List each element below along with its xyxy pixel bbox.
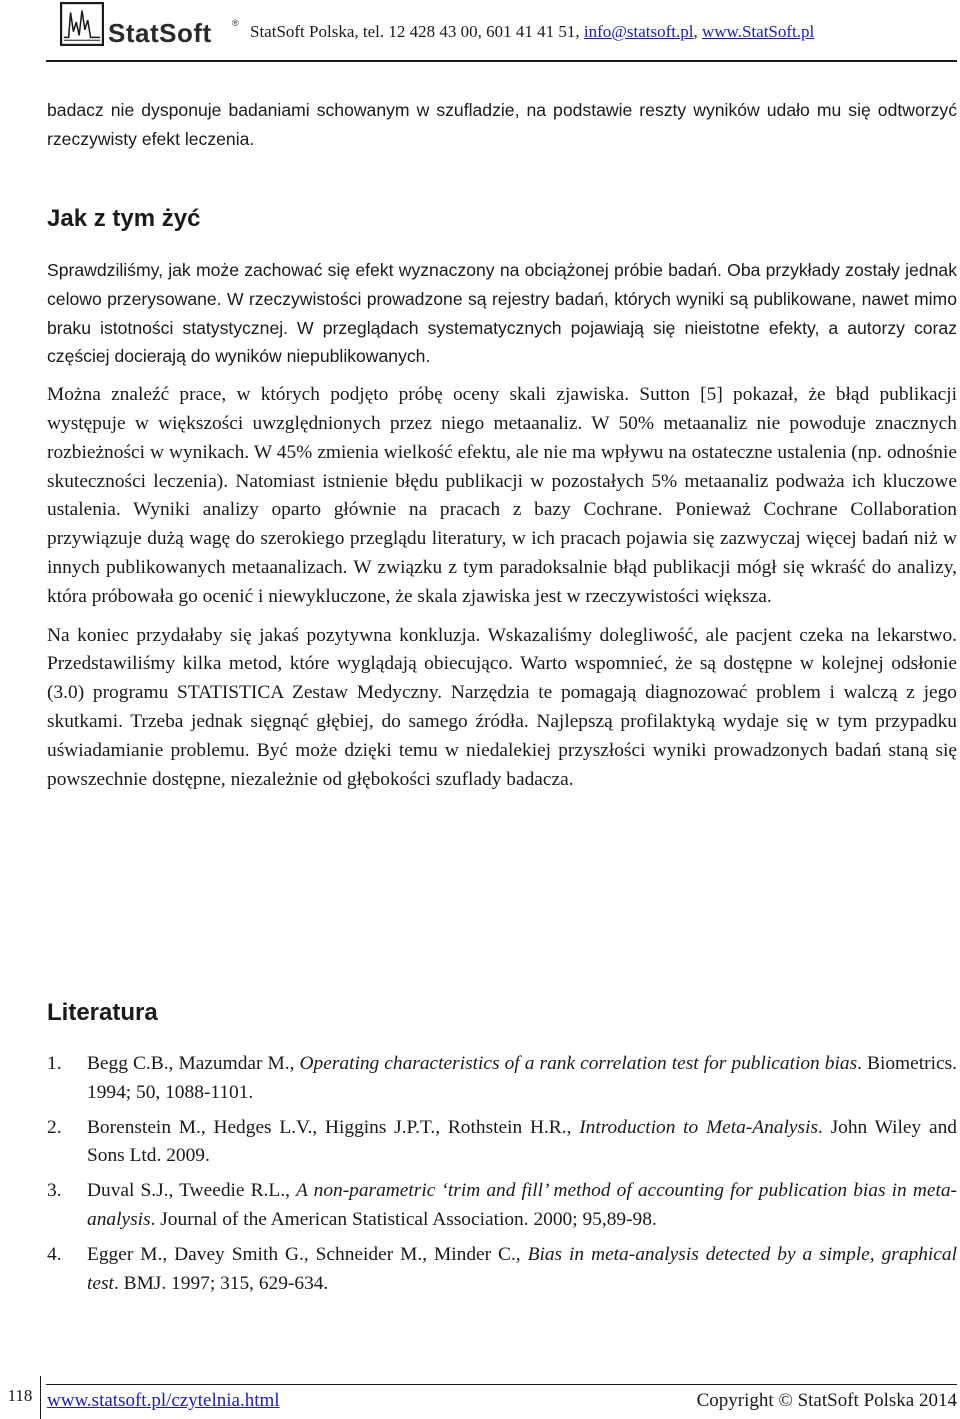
- page-number: 118: [7, 1386, 33, 1405]
- reference-text: [87, 1050, 957, 1108]
- section-heading-literatura: Literatura: [47, 999, 158, 1026]
- footer-copyright: Copyright © StatSoft Polska 2014: [696, 1390, 957, 1411]
- header-website-link[interactable]: www.StatSoft.pl: [702, 22, 815, 41]
- intro-paragraph: badacz nie dysponuje badaniami schowanym w szufladzie, na podstawie reszty wyników udało mu się odtworzyć rzeczywisty efekt leczenia.: [47, 100, 957, 149]
- reference-source: . BMJ. 1997; 315, 629-634.: [113, 1272, 329, 1294]
- header-email-link[interactable]: info@statsoft.pl: [583, 22, 694, 41]
- reference-number: 1.: [47, 1053, 62, 1074]
- reference-authors: Begg C.B., Mazumdar M.,: [87, 1053, 300, 1074]
- reference-title: Operating characteristics of a rank correlation test for publication bias: [299, 1053, 858, 1074]
- reference-number: 2.: [47, 1116, 62, 1138]
- logo-registered-mark: ®: [232, 18, 239, 28]
- header-divider: [46, 60, 957, 62]
- reference-authors: Duval S.J., Tweedie R.L.,: [87, 1180, 297, 1202]
- reference-title: Introduction to Meta-Analysis: [579, 1116, 818, 1138]
- reference-number: 4.: [47, 1243, 62, 1265]
- section-paragraph-1: Sprawdziliśmy, jak może zachować się efekt wyznaczony na obciążonej próbie badań. Oba przykłady zostały jednak celowo przerysowane. W rzeczywistości prowadzone są rejestry badań, których wyniki są publikowane, nawet mimo braku istotności statystycznej. W przeglądach systematycznych pojawiają się nieistotne efekty, a autorzy coraz częściej docierają do wyników niepublikowanych.: [47, 260, 957, 367]
- reference-text: [87, 1114, 957, 1172]
- reference-text: [87, 1177, 957, 1235]
- section-paragraph-2: Można znaleźć prace, w których podjęto próbę oceny skali zjawiska. Sutton [5] pokazał, że błąd publikacji występuje w większości uwzględnionych przez niego metaanaliz. W 50% metaanaliz nie powoduje znacznych rozbieżności w wynikach. W 45% zmienia wielkość efektu, ale nie ma wpływu na ostateczne ustalenia (np. odnośnie skuteczności leczenia). Natomiast istnienie błędu publikacji w pozostałych 5% metaanaliz podważa ich kluczowe ustalenia. Wyniki analizy oparto głównie na pracach z bazy Cochrane. Ponieważ Cochrane Collaboration przywiązuje dużą wagę do szerokiego przeglądu literatury, w ich pracach pojawia się zazwyczaj więcej badań niż w innych publikowanych metaanalizach. W związku z tym paradoksalnie błąd publikacji mógł się wkraść do analizy, która próbowała go ocenić i niewykluczone, że skala zjawiska jest w rzeczywistości większa.: [47, 384, 957, 607]
- section-paragraph-3: Na koniec przydałaby się jakaś pozytywna konkluzja. Wskazaliśmy dolegliwość, ale pacjent czeka na lekarstwo. Przedstawiliśmy kilka metod, które wyglądają obiecująco. Warto wspomnieć, że są dostępne w kolejnej odsłonie (3.0) programu STATISTICA Zestaw Medyczny. Narzędzia te pomagają diagnozować problem i walczą z jego skutkami. Trzeba jednak sięgnąć głębiej, do samego źródła. Najlepszą profilaktyką wydaje się w tym przypadku uświadamianie problemu. Być może dzięki temu w niedalekiej przyszłości wyniki prowadzonych badań staną się powszechnie dostępne, niezależnie od głębokości szuflady badacza.: [47, 624, 957, 790]
- header-contact: [250, 22, 814, 42]
- reference-item: [47, 1241, 957, 1299]
- logo-text: StatSoft: [108, 18, 212, 48]
- page-header: [60, 0, 940, 48]
- footer-divider: [46, 1384, 957, 1385]
- section-heading-jak-z-tym-zyc: Jak z tym żyć: [47, 205, 201, 232]
- reference-text: [87, 1241, 957, 1299]
- reference-item: [47, 1177, 957, 1235]
- reference-list: [47, 1050, 957, 1304]
- reference-source: . Journal of the American Statistical Association. 2000; 95,89-98.: [150, 1208, 657, 1230]
- reference-item: [47, 1050, 957, 1108]
- page-number-divider: [40, 1376, 41, 1419]
- header-separator: ,: [693, 22, 702, 41]
- footer-link[interactable]: www.statsoft.pl/czytelnia.html: [47, 1390, 280, 1411]
- reference-source: . John Wiley and Sons Ltd. 2009.: [87, 1116, 957, 1167]
- intro-block: [47, 96, 957, 164]
- reference-authors: Borenstein M., Hedges L.V., Higgins J.P.T., Rothstein H.R.,: [87, 1116, 580, 1138]
- reference-authors: Egger M., Davey Smith G., Schneider M., Minder C.,: [87, 1243, 528, 1265]
- reference-item: [47, 1114, 957, 1172]
- section-body: [47, 256, 957, 804]
- logo-mark-icon: [60, 2, 104, 46]
- statsoft-logo: [60, 2, 260, 46]
- reference-source: . Biometrics. 1994; 50, 1088-1101.: [87, 1053, 957, 1103]
- reference-title: A non-parametric ‘trim and fill’ method of accounting for publication bias in meta-analysis: [87, 1180, 957, 1230]
- reference-number: 3.: [47, 1180, 62, 1202]
- header-contact-text: StatSoft Polska, tel. 12 428 43 00, 601 41 41 51,: [250, 22, 584, 41]
- reference-title: Bias in meta-analysis detected by a simple, graphical test: [87, 1243, 957, 1294]
